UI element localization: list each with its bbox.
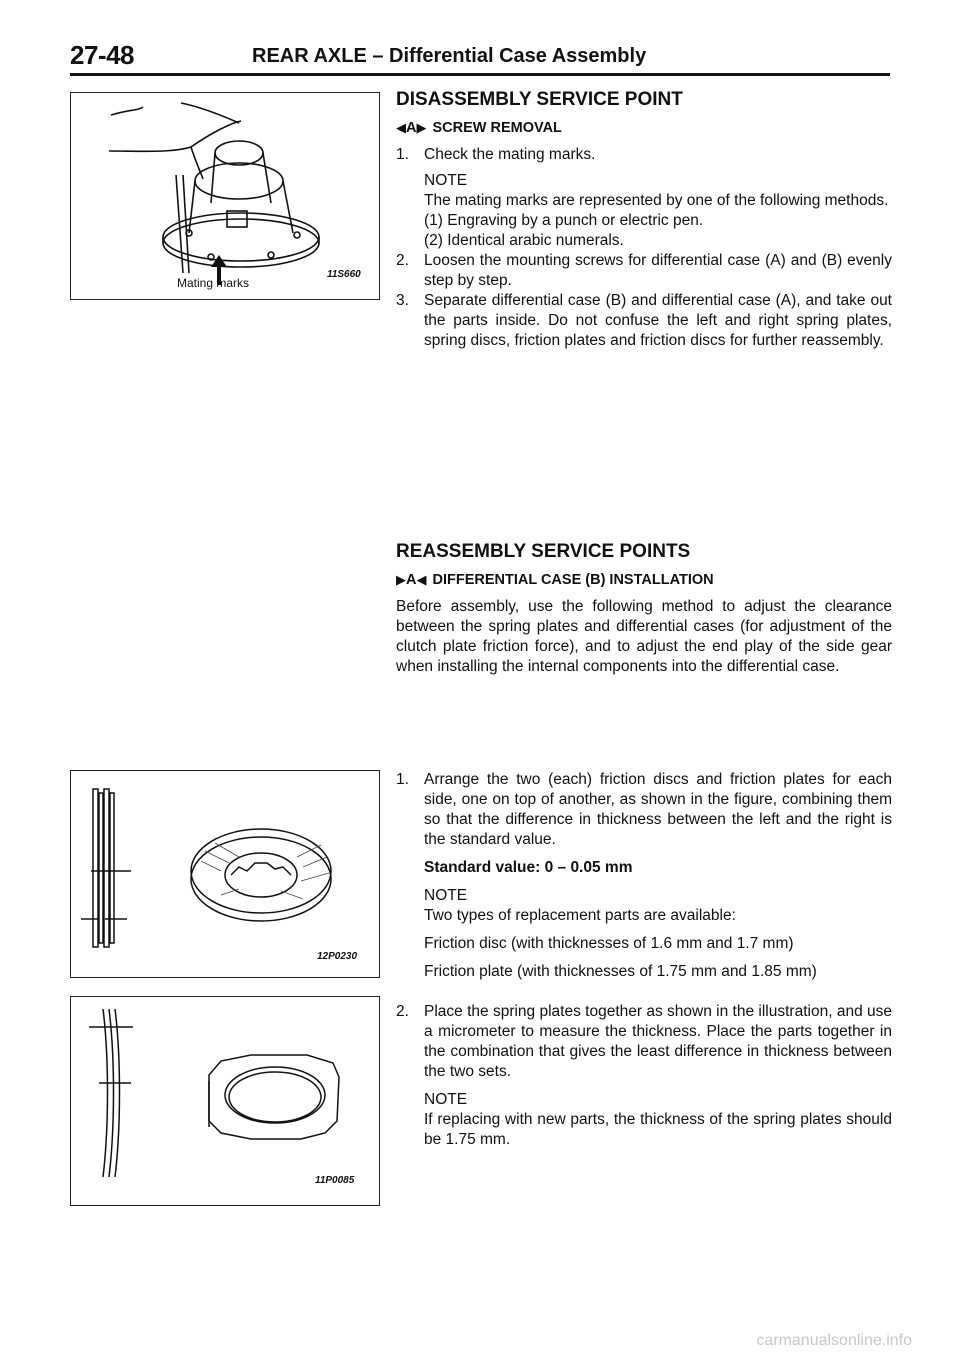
step-text: Place the spring plates together as shown in the illustration, and use a micrometer to measure the thickness. Place the parts together in the combination that gives the least difference in thickness between the two sets. (424, 1003, 892, 1080)
watermark: carmanualsonline.info (756, 1332, 912, 1349)
note-text: The mating marks are represented by one of the following methods. (424, 192, 889, 209)
section-heading: DISASSEMBLY SERVICE POINT (396, 89, 683, 110)
reassembly-steps (396, 770, 892, 1150)
step-text: Arrange the two (each) friction discs and friction plates for each side, one on top of another, as shown in the figure, combining them so that the difference in thickness between the left and the right is the standard value. (424, 771, 892, 848)
triangle-right-icon: ▶ (396, 572, 406, 587)
disassembly-section (396, 90, 892, 351)
sub-title: SCREW REMOVAL (432, 120, 562, 136)
step-2 (396, 1002, 892, 1082)
note-block (424, 171, 892, 251)
figure-id: 11S660 (327, 269, 361, 280)
note-item: Friction disc (with thicknesses of 1.6 mm and 1.7 mm) (424, 935, 794, 952)
note-label: NOTE (424, 887, 468, 904)
triangle-right-icon: ▶ (416, 120, 427, 135)
subsection-heading (396, 118, 892, 138)
step-number: 2. (396, 1003, 409, 1020)
friction-disc-illustration (71, 771, 379, 977)
step-2 (396, 251, 892, 291)
note-text: Two types of replacement parts are available: (424, 907, 736, 924)
note-label: NOTE (424, 172, 468, 189)
figure-friction-discs (70, 770, 380, 978)
step-number: 1. (396, 146, 409, 163)
subsection-heading (396, 570, 892, 590)
step-text: Check the mating marks. (424, 146, 596, 163)
step-text: Loosen the mounting screws for differential case (A) and (B) evenly step by step. (424, 252, 892, 289)
sub-letter: A (406, 120, 417, 136)
note-item: (2) Identical arabic numerals. (424, 232, 624, 249)
figure-id: 11P0085 (315, 1175, 355, 1186)
note-label: NOTE (424, 1091, 468, 1108)
step-number: 2. (396, 252, 409, 269)
triangle-left-icon: ◀ (416, 572, 427, 587)
note-item: (1) Engraving by a punch or electric pen. (424, 212, 704, 229)
sub-letter: A (406, 572, 417, 588)
note-text: If replacing with new parts, the thickness of the spring plates should be 1.75 mm. (424, 1111, 892, 1148)
page-number: 27-48 (70, 40, 134, 70)
figure-spring-plates (70, 996, 380, 1206)
intro-text: Before assembly, use the following method to adjust the clearance between the spring plates and differential cases (for adjustment of the clutch plate friction force), and to adjust the end play of the side gear when installing the internal components into the differential case. (396, 598, 892, 675)
step-number: 3. (396, 292, 409, 309)
figure-id: 12P0230 (317, 951, 358, 962)
figure-mating-marks (70, 92, 380, 300)
figure-caption: Mating marks (177, 276, 250, 290)
triangle-left-icon: ◀ (396, 120, 406, 135)
step-3 (396, 291, 892, 351)
step-number: 1. (396, 771, 409, 788)
standard-value: Standard value: 0 – 0.05 mm (424, 859, 633, 876)
step-1 (396, 145, 892, 165)
header-divider (70, 73, 890, 76)
section-heading: REASSEMBLY SERVICE POINTS (396, 541, 691, 562)
step-text: Separate differential case (B) and differential case (A), and take out the parts inside. Do not confuse the left and right spring plates, spring discs, friction plates and friction discs for further reassembly. (424, 292, 892, 349)
sub-title: DIFFERENTIAL CASE (B) INSTALLATION (432, 572, 714, 588)
spring-plate-illustration (71, 997, 379, 1205)
note-item: Friction plate (with thicknesses of 1.75 mm and 1.85 mm) (424, 963, 817, 980)
page-title: REAR AXLE – Differential Case Assembly (252, 45, 647, 67)
step-1 (396, 770, 892, 850)
reassembly-section (396, 542, 892, 677)
